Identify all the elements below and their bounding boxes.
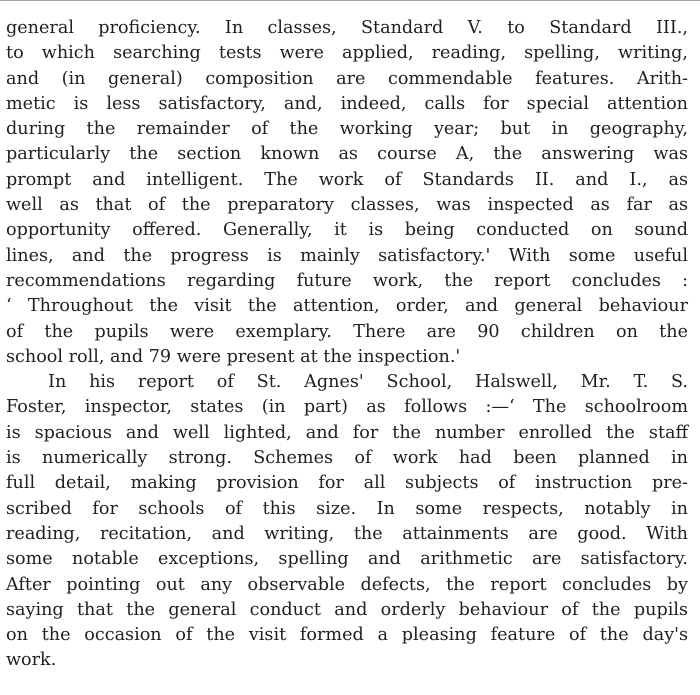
text-line: is numerically strong. Schemes of work had been planned in: [6, 448, 688, 469]
top-page-rule: [0, 0, 700, 4]
text-line: recommendations regarding future work, the report concludes :: [6, 270, 688, 291]
text-line: full detail, making provision for all subjects of instruction pre-: [6, 473, 688, 494]
text-line: of the pupils were exemplary. There are 90 children on the: [6, 321, 688, 342]
paragraph-second: [6, 370, 688, 674]
text-line: and (in general) composition are commendable features. Arith-: [6, 68, 688, 89]
text-line: is spacious and well lighted, and for the number enrolled the staff: [6, 422, 688, 443]
text-line: some notable exceptions, spelling and arithmetic are satisfactory.: [6, 549, 688, 570]
text-line: general proficiency. In classes, Standard V. to Standard III.,: [6, 18, 688, 38]
text-line: on the occasion of the visit formed a pleasing feature of the day's: [6, 625, 688, 646]
text-line: school roll, and 79 were present at the inspection.': [6, 346, 461, 367]
text-line: saying that the general conduct and orderly behaviour of the pupils: [6, 599, 688, 620]
text-line: to which searching tests were applied, reading, spelling, writing,: [6, 43, 688, 64]
text-line: In his report of St. Agnes' School, Halswell, Mr. T. S.: [48, 372, 688, 393]
text-line: particularly the section known as course A, the answering was: [6, 144, 688, 165]
text-line: work.: [6, 650, 57, 671]
text-line: scribed for schools of this size. In some respects, notably in: [6, 498, 688, 519]
text-line: opportunity offered. Generally, it is being conducted on sound: [6, 220, 688, 241]
text-line: during the remainder of the working year; but in geography,: [6, 119, 688, 140]
text-line: ‘ Throughout the visit the attention, order, and general behaviour: [6, 296, 688, 317]
text-line: After pointing out any observable defects, the report concludes by: [6, 574, 688, 595]
text-line: metic is less satisfactory, and, indeed, calls for special attention: [6, 93, 688, 114]
text-line: lines, and the progress is mainly satisfactory.' With some useful: [6, 245, 688, 266]
paragraph-first: [6, 16, 688, 370]
text-line: well as that of the preparatory classes, was inspected as far as: [6, 195, 688, 216]
text-line: Foster, inspector, states (in part) as follows :—‘ The schoolroom: [6, 397, 688, 418]
text-line: reading, recitation, and writing, the attainments are good. With: [6, 523, 688, 544]
text-line: prompt and intelligent. The work of Standards II. and I., as: [6, 169, 688, 190]
document-page: [6, 16, 688, 674]
